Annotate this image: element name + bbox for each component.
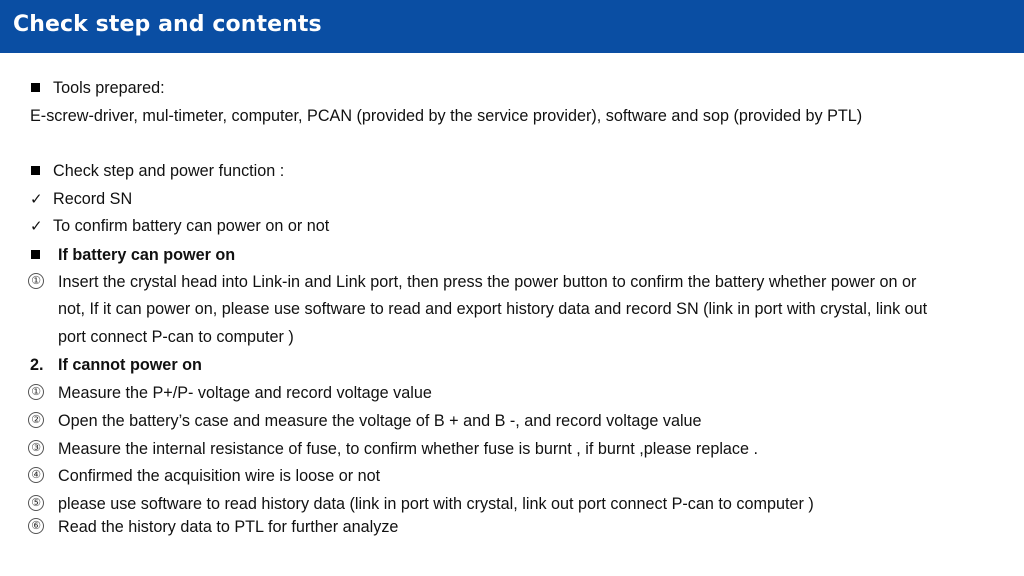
step-number-icon: ①: [28, 273, 44, 289]
title-bar: [0, 0, 1024, 53]
square-bullet-icon: [31, 250, 40, 259]
step-text: Measure the internal resistance of fuse, to confirm whether fuse is burnt , if burnt ,please replace .: [58, 440, 759, 458]
section-number: 2.: [30, 356, 44, 374]
tools-heading: Tools prepared:: [53, 79, 165, 97]
step-text: Confirmed the acquisition wire is loose or not: [58, 467, 381, 485]
step-text-line: Insert the crystal head into Link-in and Link port, then press the power button to confirm the battery whether power on or: [58, 273, 917, 291]
cannot-power-heading: If cannot power on: [58, 356, 202, 374]
step-number-icon: ③: [28, 440, 44, 456]
can-power-heading: If battery can power on: [58, 246, 236, 264]
step-number-icon: ⑤: [28, 495, 44, 511]
step-number-icon: ①: [28, 384, 44, 400]
step-text-line: not, If it can power on, please use software to read and export history data and record SN (link in port with crystal, link out: [58, 300, 928, 318]
square-bullet-icon: [31, 83, 40, 92]
step-number-icon: ⑥: [28, 518, 44, 534]
step-text: please use software to read history data (link in port with crystal, link out port connect P-can to computer ): [58, 495, 814, 513]
step-number-icon: ②: [28, 412, 44, 428]
checkmark-icon: ✓: [30, 217, 43, 235]
check-item-label: Record SN: [53, 190, 133, 208]
step-number-icon: ④: [28, 467, 44, 483]
checkmark-icon: ✓: [30, 190, 43, 208]
step-text-line: port connect P-can to computer ): [58, 328, 294, 346]
step-text: Read the history data to PTL for further analyze: [58, 518, 399, 536]
check-item-label: To confirm battery can power on or not: [53, 217, 330, 235]
square-bullet-icon: [31, 166, 40, 175]
step-text: Open the battery’s case and measure the voltage of B + and B -, and record voltage value: [58, 412, 702, 430]
tools-list: E-screw-driver, mul-timeter, computer, PCAN (provided by the service provider), software and sop (provided by PTL): [30, 107, 863, 125]
page-title: Check step and contents: [13, 12, 322, 37]
step-text: Measure the P+/P- voltage and record voltage value: [58, 384, 432, 402]
check-heading: Check step and power function :: [53, 162, 285, 180]
